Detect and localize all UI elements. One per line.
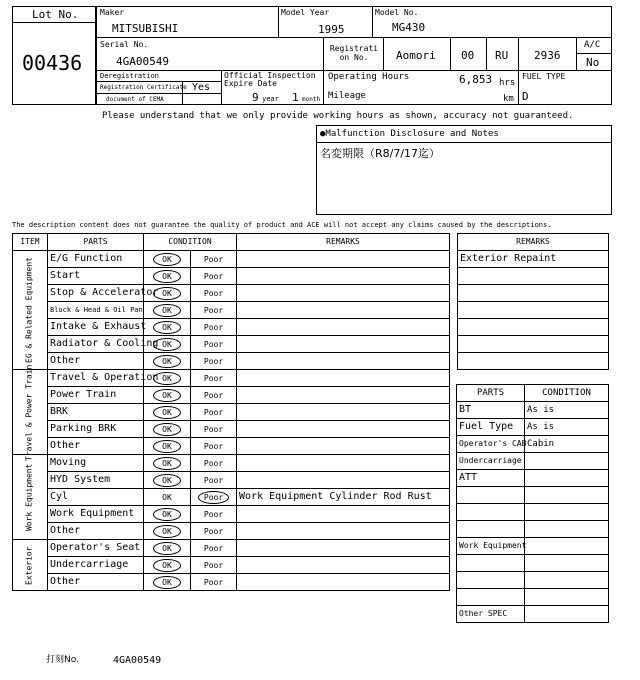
maker-label: Maker <box>100 8 125 17</box>
fuel-label: FUEL TYPE <box>522 72 566 81</box>
hours-value: 6,853 <box>459 73 493 86</box>
ok-option: OK <box>153 287 181 300</box>
ok-option: OK <box>153 406 181 419</box>
table-row <box>13 523 450 540</box>
spec-att: ATT <box>457 470 525 487</box>
group-label: EG & Related Equipment <box>24 257 34 363</box>
poor-option: Poor <box>203 577 224 587</box>
hours-label: Operating Hours <box>328 72 410 82</box>
row-remark <box>237 336 450 353</box>
poor-option: Poor <box>203 475 224 485</box>
hours-notice: Please understand that we only provide working hours as shown, accuracy not guaranteed. <box>102 111 574 121</box>
poor-option: Poor <box>198 491 229 504</box>
ok-option: OK <box>153 474 181 487</box>
ok-option: OK <box>153 542 181 555</box>
ok-option: OK <box>153 372 181 385</box>
spec-table <box>456 384 609 623</box>
ok-option: OK <box>153 508 181 521</box>
reg-cert-label: Registration Certificate <box>100 84 187 91</box>
group-label: Work Equipment <box>24 463 34 531</box>
poor-option: Poor <box>203 339 224 349</box>
part-name: Block & Head & Oil Pan <box>48 302 144 319</box>
spec-condition <box>525 453 609 470</box>
remark-line <box>458 302 609 319</box>
reg-code2: RU <box>495 49 509 62</box>
spec-condition <box>525 521 609 538</box>
reg-prefecture: Aomori <box>396 49 436 62</box>
row-remark <box>237 319 450 336</box>
spec-condition <box>525 555 609 572</box>
ok-option: OK <box>153 457 181 470</box>
spec-part: Operator's CAB <box>457 436 525 453</box>
spec-condition <box>525 606 609 623</box>
maker-value: MITSUBISHI <box>112 22 179 35</box>
condition-header: CONDITION <box>144 234 237 251</box>
poor-option: Poor <box>203 322 224 332</box>
table-row <box>13 438 450 455</box>
row-remark <box>237 438 450 455</box>
spec-parts-header: PARTS <box>457 385 525 402</box>
poor-option: Poor <box>203 390 224 400</box>
inspection-label: Official Inspection Expire Date <box>224 71 316 89</box>
lot-label: Lot No. <box>32 8 79 21</box>
poor-option: Poor <box>203 509 224 519</box>
poor-option: Poor <box>203 254 224 264</box>
table-row <box>13 489 450 506</box>
spec-condition: As is <box>525 402 609 419</box>
spec-work-equipment: Work Equipment <box>457 538 525 555</box>
remark-line <box>458 353 609 370</box>
spec-condition <box>525 589 609 606</box>
row-remark <box>237 370 450 387</box>
poor-option: Poor <box>203 526 224 536</box>
spec-condition: Cabin <box>525 436 609 453</box>
ok-option: OK <box>153 304 181 317</box>
ok-option: OK <box>153 355 181 368</box>
ok-option: OK <box>153 389 181 402</box>
deregistration-label: Deregistration <box>100 72 160 80</box>
part-name: BRK <box>48 404 144 421</box>
part-name: Other <box>48 353 144 370</box>
table-row <box>13 540 450 557</box>
poor-option: Poor <box>203 373 224 383</box>
serial-label: Serial No. <box>100 40 149 49</box>
poor-option: Poor <box>203 271 224 281</box>
inspection-table <box>12 233 450 591</box>
poor-option: Poor <box>203 288 224 298</box>
part-name: Other <box>48 438 144 455</box>
item-header: ITEM <box>13 234 48 251</box>
remark-line <box>458 268 609 285</box>
spec-condition <box>525 470 609 487</box>
spec-part: BT <box>457 402 525 419</box>
ok-option: OK <box>153 270 181 283</box>
row-remark <box>237 268 450 285</box>
registration-label: Registrati on No. <box>329 44 379 63</box>
row-remark <box>237 302 450 319</box>
remark-line <box>458 319 609 336</box>
model-no-label: Model No. <box>375 8 419 17</box>
poor-option: Poor <box>203 458 224 468</box>
poor-option: Poor <box>203 407 224 417</box>
ok-option: OK <box>153 423 181 436</box>
remarks-table <box>457 233 609 370</box>
disclaimer: The description content does not guarantee the quality of product and ACE will not accept any claims caused by the descriptions. <box>12 221 552 229</box>
row-remark <box>237 285 450 302</box>
spec-undercarriage: Undercarriage <box>457 453 525 470</box>
group-label: Travel & Power Train <box>24 363 34 461</box>
table-row <box>13 387 450 404</box>
ac-value: No <box>586 56 600 69</box>
cema-label: document of CEMA <box>106 96 164 103</box>
spec-blank <box>457 487 525 504</box>
reg-code1: 00 <box>461 49 475 62</box>
row-remark <box>237 557 450 574</box>
mileage-unit: km <box>503 94 514 104</box>
spec-blank <box>457 589 525 606</box>
poor-option: Poor <box>203 305 224 315</box>
table-row <box>13 336 450 353</box>
poor-option: Poor <box>203 560 224 570</box>
part-name: Moving <box>48 455 144 472</box>
model-no-value: MG430 <box>392 21 426 34</box>
part-name: E/G Function <box>48 251 144 268</box>
model-year-label: Model Year <box>281 8 330 17</box>
spec-blank <box>457 504 525 521</box>
stamp-value: 4GA00549 <box>113 655 162 666</box>
spec-other: Other SPEC <box>457 606 525 623</box>
poor-option: Poor <box>203 424 224 434</box>
fuel-value: D <box>522 90 529 103</box>
row-remark <box>237 574 450 591</box>
table-row <box>13 472 450 489</box>
serial-value: 4GA00549 <box>116 55 169 68</box>
row-remark: Work Equipment Cylinder Rod Rust <box>237 489 450 506</box>
spec-blank <box>457 572 525 589</box>
part-name: Other <box>48 523 144 540</box>
year-unit: year <box>262 95 279 103</box>
part-name: Stop & Accelerator <box>48 285 144 302</box>
model-year-value: 1995 <box>318 23 345 36</box>
table-row <box>13 574 450 591</box>
poor-option: Poor <box>203 441 224 451</box>
spec-blank <box>457 521 525 538</box>
part-name: Work Equipment <box>48 506 144 523</box>
row-remark <box>237 506 450 523</box>
remarks-header: REMARKS <box>237 234 450 251</box>
row-remark <box>237 404 450 421</box>
table-row <box>13 251 450 268</box>
row-remark <box>237 540 450 557</box>
spec-condition <box>525 538 609 555</box>
table-row <box>13 421 450 438</box>
table-row <box>13 268 450 285</box>
part-name: Undercarriage <box>48 557 144 574</box>
ok-option: OK <box>153 576 181 589</box>
remarks-box-header: REMARKS <box>458 234 609 251</box>
part-name: Radiator & Cooling <box>48 336 144 353</box>
malfunction-title: ●Malfunction Disclosure and Notes <box>320 129 499 139</box>
poor-option: Poor <box>203 543 224 553</box>
reg-number: 2936 <box>534 49 561 62</box>
row-remark <box>237 455 450 472</box>
spec-part: Fuel Type <box>457 419 525 436</box>
poor-option: Poor <box>203 356 224 366</box>
table-row <box>13 404 450 421</box>
part-name: HYD System <box>48 472 144 489</box>
ok-option: OK <box>153 559 181 572</box>
parts-header: PARTS <box>48 234 144 251</box>
part-name: Other <box>48 574 144 591</box>
spec-condition: As is <box>525 419 609 436</box>
table-row <box>13 302 450 319</box>
spec-condition <box>525 487 609 504</box>
mileage-label: Mileage <box>328 91 366 101</box>
ok-option: OK <box>153 338 181 351</box>
stamp-label: 打刻No. <box>46 655 79 665</box>
part-name: Cyl <box>48 489 144 506</box>
table-row <box>13 557 450 574</box>
table-row <box>13 285 450 302</box>
part-name: Parking BRK <box>48 421 144 438</box>
spec-blank <box>457 555 525 572</box>
ok-option: OK <box>153 321 181 334</box>
table-row <box>13 455 450 472</box>
part-name: Power Train <box>48 387 144 404</box>
ac-label: A/C <box>584 40 601 50</box>
malfunction-text: 名変期限（R8/7/17迄） <box>320 147 441 160</box>
row-remark <box>237 421 450 438</box>
remark-line <box>458 336 609 353</box>
part-name: Travel & Operation <box>48 370 144 387</box>
spec-condition <box>525 504 609 521</box>
group-label: Exterior <box>24 545 34 585</box>
reg-cert-value: Yes <box>192 82 211 93</box>
remark-line: Exterior Repaint <box>458 251 609 268</box>
inspection-month: 1 <box>292 91 299 104</box>
ok-option: OK <box>162 492 172 502</box>
ok-option: OK <box>153 525 181 538</box>
row-remark <box>237 523 450 540</box>
remark-line <box>458 285 609 302</box>
row-remark <box>237 387 450 404</box>
table-row <box>13 370 450 387</box>
hours-unit: hrs <box>499 78 516 88</box>
part-name: Intake & Exhaust <box>48 319 144 336</box>
table-row <box>13 319 450 336</box>
spec-condition <box>525 572 609 589</box>
spec-condition-header: CONDITION <box>525 385 609 402</box>
row-remark <box>237 353 450 370</box>
lot-number: 00436 <box>22 51 83 75</box>
part-name: Start <box>48 268 144 285</box>
inspection-year: 9 <box>252 91 259 104</box>
table-row <box>13 506 450 523</box>
month-unit: month <box>302 96 321 103</box>
table-row <box>13 353 450 370</box>
row-remark <box>237 251 450 268</box>
ok-option: OK <box>153 440 181 453</box>
ok-option: OK <box>153 253 181 266</box>
part-name: Operator's Seat <box>48 540 144 557</box>
row-remark <box>237 472 450 489</box>
